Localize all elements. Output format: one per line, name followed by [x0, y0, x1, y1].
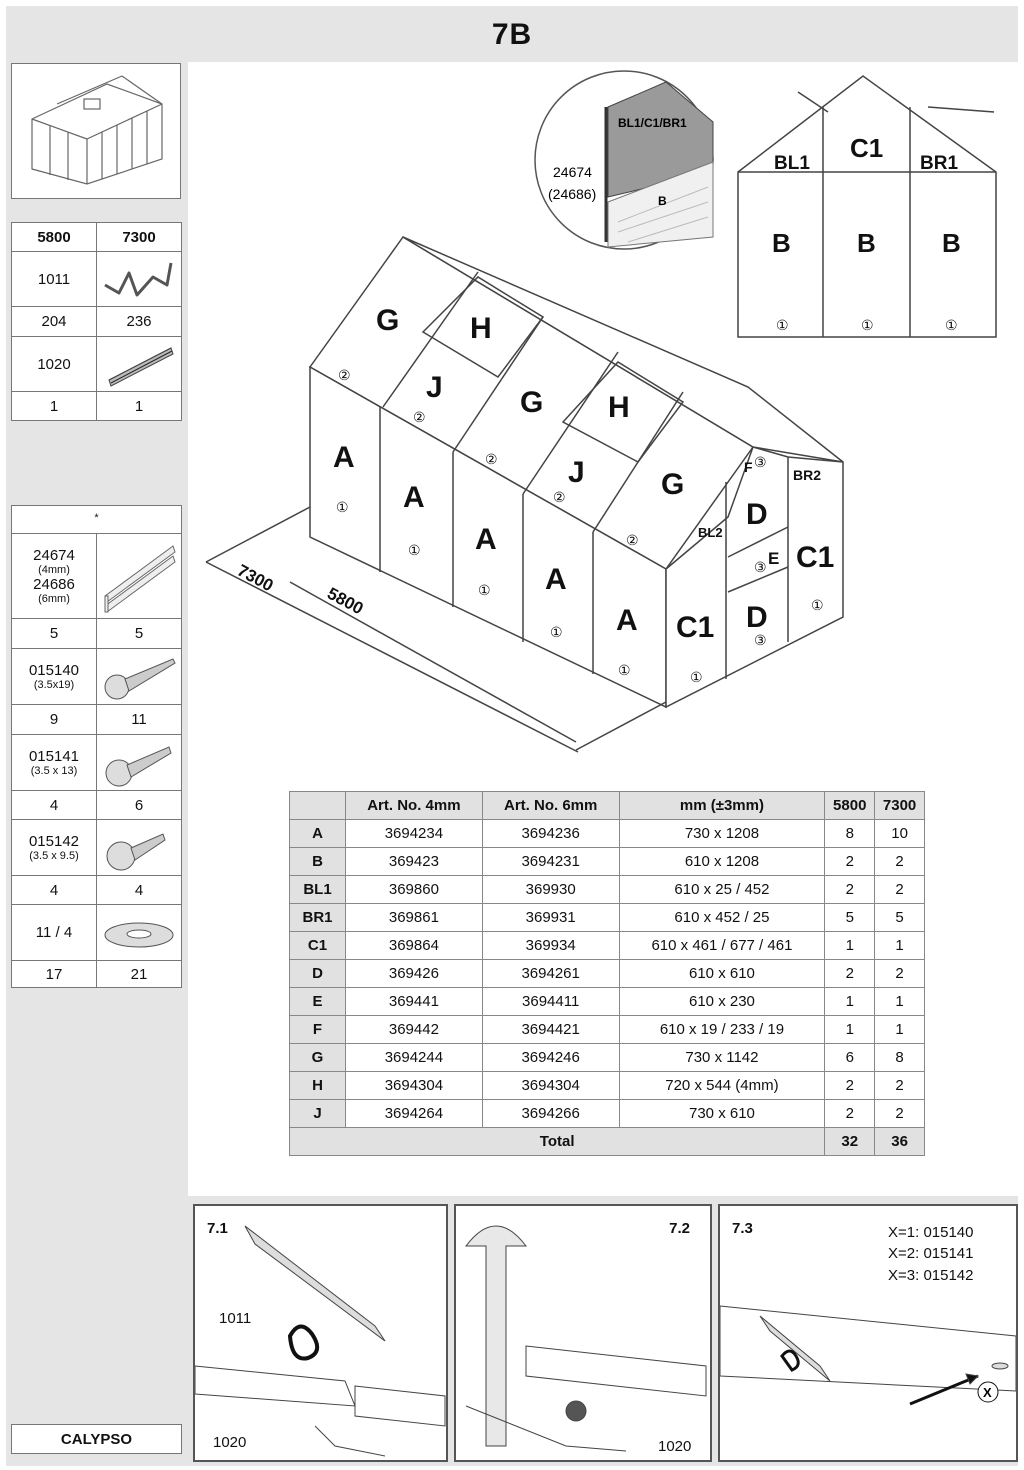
- mark: ③: [754, 454, 767, 470]
- code: 015140: [28, 662, 80, 679]
- fasteners-header: *: [11, 505, 182, 534]
- table-cell: 2: [825, 848, 875, 876]
- panel-label: A: [545, 563, 567, 596]
- part-code: C1: [290, 932, 346, 960]
- mark: ②: [485, 451, 498, 467]
- screw-icon: [96, 734, 182, 791]
- mark: ①: [336, 499, 349, 515]
- table-cell: 610 x 230: [619, 988, 825, 1016]
- panel-label: BL2: [698, 525, 723, 540]
- table-cell: 610 x 19 / 233 / 19: [619, 1016, 825, 1044]
- step-panel-7-2: [454, 1204, 712, 1462]
- count-cell: 204: [11, 306, 97, 337]
- count-cell: 5: [96, 618, 182, 649]
- panel-label: E: [768, 549, 780, 568]
- table-row: [290, 1044, 925, 1072]
- sub: (3.5 x 13): [30, 765, 78, 777]
- panel-label: A: [616, 604, 638, 637]
- step-panel-7-1: [193, 1204, 448, 1462]
- count-cell: 21: [96, 960, 182, 988]
- panel-label: A: [403, 481, 425, 514]
- part-code-015141: [11, 734, 97, 791]
- panel-label: F: [744, 459, 753, 475]
- table-cell: 610 x 25 / 452: [619, 876, 825, 904]
- greenhouse-thumbnail-icon: [12, 64, 180, 198]
- table-cell: 8: [875, 1044, 925, 1072]
- sub: (3.5x19): [33, 679, 75, 691]
- col-5800-header: 5800: [11, 222, 97, 252]
- panel-label: D: [746, 498, 768, 531]
- table-cell: 3694421: [482, 1016, 619, 1044]
- table-cell: 1: [825, 932, 875, 960]
- table-cell: 369930: [482, 876, 619, 904]
- end-wall-label: B: [857, 228, 876, 258]
- step-note: X=3: 015142: [888, 1267, 974, 1284]
- table-cell: 720 x 544 (4mm): [619, 1072, 825, 1100]
- mark: ③: [754, 559, 767, 575]
- count-cell: 4: [11, 875, 97, 905]
- part-code-24674: [11, 533, 97, 619]
- panel-label: J: [426, 371, 443, 404]
- part-code-washer: 11 / 4: [11, 904, 97, 961]
- table-cell: 369442: [346, 1016, 483, 1044]
- table-cell: 3694304: [482, 1072, 619, 1100]
- mark: ①: [408, 542, 421, 558]
- table-cell: 5: [825, 904, 875, 932]
- table-cell: 2: [825, 1072, 875, 1100]
- part-code-015142: [11, 819, 97, 876]
- mark: ①: [550, 624, 563, 640]
- sub: (3.5 x 9.5): [29, 850, 79, 862]
- count-cell: 1: [11, 391, 97, 421]
- code: 015141: [28, 748, 80, 765]
- col-header: [290, 792, 346, 820]
- screw-icon: [96, 648, 182, 705]
- step-note: 1020: [213, 1434, 247, 1451]
- mark: ①: [811, 597, 824, 613]
- mark: ③: [754, 632, 767, 648]
- table-cell: 1: [825, 1016, 875, 1044]
- panel-label: G: [661, 468, 685, 501]
- panel-label: G: [520, 386, 544, 419]
- dimension-5800: 5800: [324, 583, 367, 619]
- part-code: D: [290, 960, 346, 988]
- step-label: 7.1: [207, 1220, 228, 1237]
- total-5800: 32: [825, 1128, 875, 1156]
- table-cell: 8: [825, 820, 875, 848]
- table-row: [290, 988, 925, 1016]
- mark: ①: [478, 582, 491, 598]
- table-cell: 369423: [346, 848, 483, 876]
- table-cell: 3694411: [482, 988, 619, 1016]
- part-code: BR1: [290, 904, 346, 932]
- step-label: 7.2: [669, 1220, 690, 1237]
- part-code: J: [290, 1100, 346, 1128]
- table-cell: 369426: [346, 960, 483, 988]
- table-cell: 610 x 1208: [619, 848, 825, 876]
- count-cell: 11: [96, 704, 182, 735]
- part-code: BL1: [290, 876, 346, 904]
- total-label: Total: [290, 1128, 825, 1156]
- mark: ①: [690, 669, 703, 685]
- panel-label: G: [376, 304, 400, 337]
- end-wall-label: B: [772, 228, 791, 258]
- table-cell: 3694231: [482, 848, 619, 876]
- table-cell: 2: [825, 1100, 875, 1128]
- page-header: [6, 6, 1018, 62]
- table-cell: 2: [825, 876, 875, 904]
- detail-part: 24674: [553, 164, 592, 180]
- count-cell: 236: [96, 306, 182, 337]
- count-cell: 17: [11, 960, 97, 988]
- count-cell: 6: [96, 790, 182, 820]
- code: 015142: [28, 833, 80, 850]
- table-row: [290, 876, 925, 904]
- total-7300: 36: [875, 1128, 925, 1156]
- table-cell: 3694304: [346, 1072, 483, 1100]
- table-row: [290, 1016, 925, 1044]
- table-cell: 369860: [346, 876, 483, 904]
- end-wall-mark: ①: [861, 317, 874, 333]
- count-cell: 9: [11, 704, 97, 735]
- clip-icon: [96, 251, 182, 307]
- table-cell: 3694236: [482, 820, 619, 848]
- step-note: X=2: 015141: [888, 1245, 974, 1262]
- panel-label: J: [568, 456, 585, 489]
- table-cell: 3694266: [482, 1100, 619, 1128]
- table-cell: 3694246: [482, 1044, 619, 1072]
- panel-label: H: [608, 391, 630, 424]
- model-name: CALYPSO: [11, 1424, 182, 1454]
- part-code: F: [290, 1016, 346, 1044]
- part-code-015140: [11, 648, 97, 705]
- table-cell: 369864: [346, 932, 483, 960]
- table-cell: 730 x 1208: [619, 820, 825, 848]
- count-cell: 4: [96, 875, 182, 905]
- code2: 24686: [33, 576, 75, 593]
- mark: ②: [553, 489, 566, 505]
- col-header: Art. No. 6mm: [482, 792, 619, 820]
- table-row: [290, 820, 925, 848]
- rubber-strip-icon: [96, 336, 182, 392]
- step-panel-7-3: [718, 1204, 1018, 1462]
- detail-sub: B: [658, 194, 667, 208]
- parts-table: [289, 791, 925, 1156]
- end-wall-diagram: [738, 76, 996, 337]
- panel-label: H: [470, 312, 492, 345]
- step-note: 1011: [219, 1310, 252, 1327]
- detail-part-alt: (24686): [548, 186, 597, 202]
- panel-label: A: [475, 523, 497, 556]
- table-cell: 2: [875, 876, 925, 904]
- end-wall-label: BL1: [774, 153, 810, 174]
- table-cell: 369931: [482, 904, 619, 932]
- table-cell: 610 x 461 / 677 / 461: [619, 932, 825, 960]
- step-note: 1020: [658, 1438, 692, 1455]
- table-cell: 610 x 452 / 25: [619, 904, 825, 932]
- table-cell: 6: [825, 1044, 875, 1072]
- table-row: [290, 904, 925, 932]
- table-cell: 369441: [346, 988, 483, 1016]
- table-cell: 2: [875, 848, 925, 876]
- end-wall-label: BR1: [920, 153, 959, 174]
- col-header: 7300: [875, 792, 925, 820]
- count-cell: 1: [96, 391, 182, 421]
- table-cell: 1: [825, 988, 875, 1016]
- table-cell: 1: [875, 1016, 925, 1044]
- detail-zoom-circle: [535, 71, 713, 249]
- table-cell: 3694261: [482, 960, 619, 988]
- part-code: H: [290, 1072, 346, 1100]
- panel-label: A: [333, 441, 355, 474]
- count-cell: 4: [11, 790, 97, 820]
- part-code: E: [290, 988, 346, 1016]
- col-header: Art. No. 4mm: [346, 792, 483, 820]
- table-cell: 2: [875, 960, 925, 988]
- step-label: 7.3: [732, 1220, 753, 1237]
- mark: ②: [413, 409, 426, 425]
- detail-label: BL1/C1/BR1: [618, 116, 687, 130]
- table-cell: 2: [875, 1100, 925, 1128]
- table-cell: 369934: [482, 932, 619, 960]
- part-code-1011: 1011: [11, 251, 97, 307]
- mark: ①: [618, 662, 631, 678]
- part-code: G: [290, 1044, 346, 1072]
- code: 24674: [33, 547, 75, 564]
- table-row: [290, 848, 925, 876]
- table-cell: 730 x 610: [619, 1100, 825, 1128]
- panel-label: D: [746, 601, 768, 634]
- end-wall-label: C1: [850, 133, 884, 163]
- part-code: A: [290, 820, 346, 848]
- table-header-row: [290, 792, 925, 820]
- table-cell: 610 x 610: [619, 960, 825, 988]
- table-cell: 3694264: [346, 1100, 483, 1128]
- col-7300-header: 7300: [96, 222, 182, 252]
- table-cell: 2: [825, 960, 875, 988]
- mark: ②: [626, 532, 639, 548]
- washer-icon: [96, 904, 182, 961]
- panel-label: BR2: [793, 467, 822, 483]
- table-row: [290, 1072, 925, 1100]
- table-row: [290, 1100, 925, 1128]
- count-cell: 5: [11, 618, 97, 649]
- greenhouse-diagram: [188, 62, 1018, 782]
- end-wall-label: B: [942, 228, 961, 258]
- table-row: [290, 960, 925, 988]
- screw-icon: [96, 819, 182, 876]
- table-cell: 730 x 1142: [619, 1044, 825, 1072]
- total-row: [290, 1128, 925, 1156]
- h-profile-icon: [96, 533, 182, 619]
- table-cell: 1: [875, 988, 925, 1016]
- table-cell: 3694234: [346, 820, 483, 848]
- table-cell: 5: [875, 904, 925, 932]
- step-note: X=1: 015140: [888, 1224, 974, 1241]
- col-header: 5800: [825, 792, 875, 820]
- col-header: mm (±3mm): [619, 792, 825, 820]
- panel-label: C1: [796, 541, 835, 574]
- table-cell: 2: [875, 1072, 925, 1100]
- table-cell: 1: [875, 932, 925, 960]
- end-wall-mark: ①: [945, 317, 958, 333]
- greenhouse-thumbnail: [11, 63, 181, 199]
- part-code-1020: 1020: [11, 336, 97, 392]
- sub2: (6mm): [38, 593, 70, 605]
- table-cell: 10: [875, 820, 925, 848]
- table-cell: 3694244: [346, 1044, 483, 1072]
- x-marker: X: [983, 1385, 992, 1400]
- page-title: 7B: [491, 18, 533, 51]
- end-wall-mark: ①: [776, 317, 789, 333]
- panel-label: C1: [676, 611, 715, 644]
- table-cell: 369861: [346, 904, 483, 932]
- dimension-7300: 7300: [234, 560, 277, 596]
- mark: ②: [338, 367, 351, 383]
- table-row: [290, 932, 925, 960]
- sub: (4mm): [38, 564, 70, 576]
- part-code: B: [290, 848, 346, 876]
